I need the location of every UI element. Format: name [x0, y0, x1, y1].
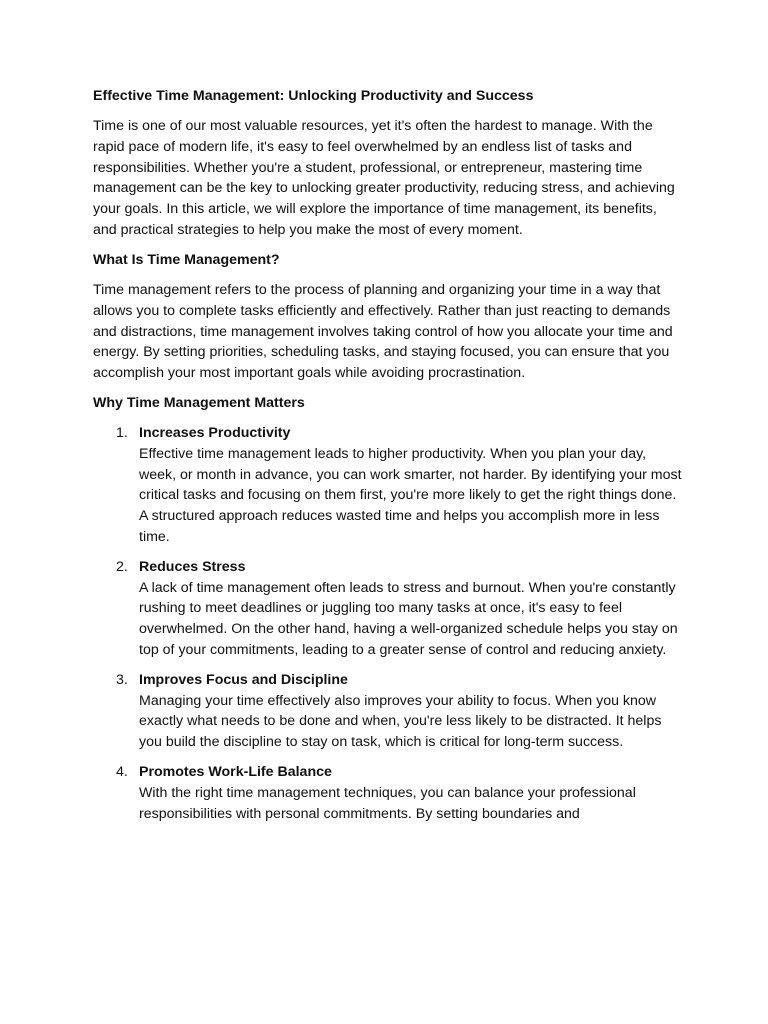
list-item-text: Effective time management leads to higher productivity. When you plan your day, week, or month in advance, you can work smarter, not harder. By identifying your most critical tasks and focusing on them first, you're more likely to get the right things done. A structured approach reduces wasted time and helps you accomplish more in less time. — [139, 446, 682, 545]
list-item — [116, 670, 683, 753]
list-item-title: Reduces Stress — [139, 559, 246, 576]
list-item-title: Improves Focus and Discipline — [139, 672, 348, 689]
section-heading-what-is: What Is Time Management? — [93, 251, 280, 268]
numbered-list — [93, 423, 683, 824]
document-body — [93, 86, 683, 834]
list-item — [116, 423, 683, 547]
list-item-number: 4. — [116, 764, 128, 781]
list-item-text: A lack of time management often leads to stress and burnout. When you're constantly rushing to meet deadlines or juggling too many tasks at once, it's easy to feel overwhelmed. On the other hand, having a well-organized schedule helps you stay on top of your commitments, leading to a greater sense of control and reducing anxiety. — [139, 579, 678, 658]
list-item-text: Managing your time effectively also improves your ability to focus. When you know exactly what needs to be done and when, you're less likely to be distracted. It helps you build the discipline to stay on task, which is critical for long-term success. — [139, 692, 662, 751]
document-title: Effective Time Management: Unlocking Productivity and Success — [93, 88, 534, 104]
list-item-number: 1. — [116, 425, 128, 442]
list-item — [116, 557, 683, 661]
list-item-number: 2. — [116, 559, 128, 576]
list-item-title: Promotes Work-Life Balance — [139, 764, 332, 781]
list-item — [116, 762, 683, 824]
section-heading-why-matters: Why Time Management Matters — [93, 395, 305, 412]
intro-paragraph: Time is one of our most valuable resources, yet it's often the hardest to manage. With the rapid pace of modern life, it's easy to feel overwhelmed by an endless list of tasks and responsibilities. Whether you're a student, professional, or entrepreneur, mastering time management can be the key to unlocking greater productivity, reducing stress, and achieving your goals. In this article, we will explore the importance of time management, its benefits, and practical strategies to help you make the most of every moment. — [93, 118, 675, 238]
list-item-number: 3. — [116, 672, 128, 689]
section-paragraph-what-is: Time management refers to the process of planning and organizing your time in a way that allows you to complete tasks efficiently and effectively. Rather than just reacting to demands and distractions, time management involves taking control of how you allocate your time and energy. By setting priorities, scheduling tasks, and staying focused, you can ensure that you accomplish your most important goals while avoiding procrastination. — [93, 282, 673, 381]
list-item-text: With the right time management techniques, you can balance your professional responsibilities with personal commitments. By setting boundaries and — [139, 785, 636, 822]
list-item-title: Increases Productivity — [139, 425, 291, 442]
